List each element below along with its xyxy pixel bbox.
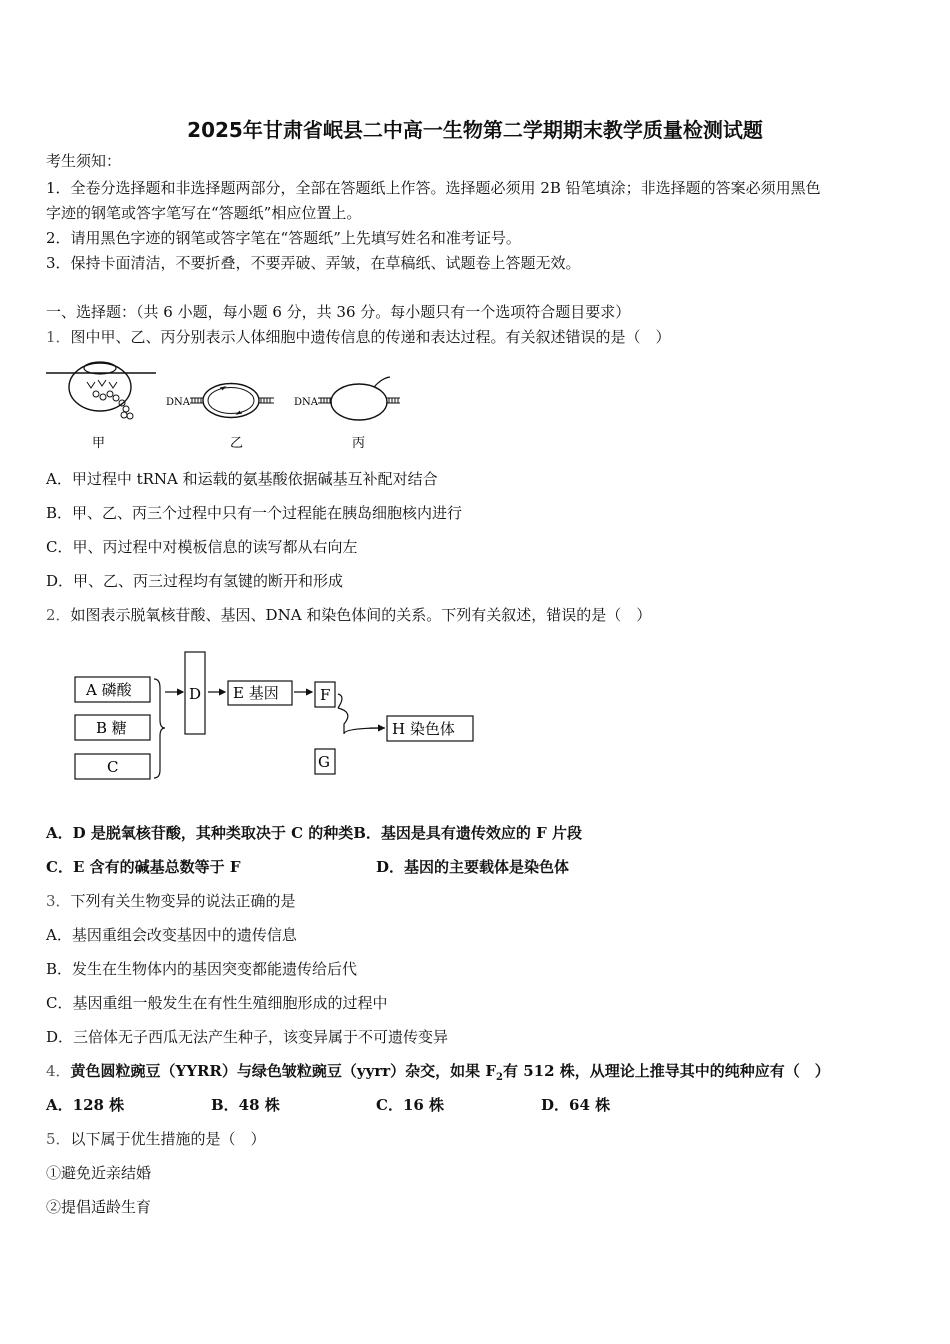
section-heading: 一、选择题：（共 6 小题，每小题 6 分，共 36 分。每小题只有一个选项符合题目要求） [46, 303, 631, 321]
q4-option-a: A．128 株 [46, 1096, 125, 1114]
dna-label: DNA [294, 397, 318, 408]
transcription-diagram [294, 377, 400, 420]
question-4 [46, 1061, 830, 1088]
notice-heading: 考生须知： [46, 152, 122, 170]
q5-item-2: ②提倡适龄生育 [46, 1198, 152, 1216]
question-stem-b: 有 512 株，从理论上推导其中的纯种应有（ ） [502, 1062, 830, 1080]
q3-option-c: C．基因重组一般发生在有性生殖细胞形成的过程中 [46, 994, 388, 1012]
question-number: 5． [46, 1130, 71, 1148]
translation-diagram [46, 362, 156, 419]
question-number: 2． [46, 606, 71, 624]
question-2 [46, 605, 651, 625]
question-1 [46, 327, 671, 347]
label-jia: 甲 [92, 436, 106, 451]
label-f: F [320, 686, 331, 704]
page-title: 2025年甘肃省岷县二中高一生物第二学期期末教学质量检测试题 [187, 118, 763, 142]
label-h: H 染色体 [392, 720, 455, 738]
question-stem-a: 黄色圆粒豌豆（YYRR）与绿色皱粒豌豆（yyrr）杂交，如果 F [70, 1062, 497, 1080]
label-b: B 糖 [96, 719, 127, 737]
question-stem: 如图表示脱氧核苷酸、基因、DNA 和染色体间的关系。下列有关叙述，错误的是（ ） [70, 606, 652, 624]
notice-line-1a: 1．全卷分选择题和非选择题两部分，全部在答题纸上作答。选择题必须用 2B 铅笔填涂；非选择题的答案必须用黑色 [46, 179, 821, 197]
q3-option-d: D．三倍体无子西瓜无法产生种子，该变异属于不可遗传变异 [46, 1028, 449, 1046]
q2-figure [70, 648, 490, 788]
q1-option-d: D．甲、乙、丙三过程均有氢键的断开和形成 [46, 572, 344, 590]
q4-option-d: D．64 株 [541, 1096, 611, 1114]
label-yi: 乙 [230, 436, 244, 451]
question-number: 1． [46, 328, 71, 346]
q1-figure [40, 356, 420, 456]
notice-line-2: 2．请用黑色字迹的钢笔或答字笔在“答题纸”上先填写姓名和准考证号。 [46, 229, 521, 247]
q1-option-b: B．甲、乙、丙三个过程中只有一个过程能在胰岛细胞核内进行 [46, 504, 463, 522]
label-a: A 磷酸 [86, 681, 132, 699]
question-number: 4． [46, 1062, 71, 1080]
q1-option-a: A．甲过程中 tRNA 和运载的氨基酸依据碱基互补配对结合 [46, 470, 438, 488]
q2-option-ab: A．D 是脱氧核苷酸，其种类取决于 C 的种类B．基因是具有遗传效应的 F 片段 [46, 824, 583, 842]
q1-option-c: C．甲、丙过程中对模板信息的读写都从右向左 [46, 538, 358, 556]
notice-line-1b: 字迹的钢笔或答字笔写在“答题纸”相应位置上。 [46, 204, 362, 222]
label-c: C [107, 758, 119, 776]
q3-option-a: A．基因重组会改变基因中的遗传信息 [46, 926, 297, 944]
label-g: G [318, 753, 330, 771]
label-bing: 丙 [352, 436, 366, 451]
question-stem: 下列有关生物变异的说法正确的是 [70, 892, 296, 910]
dna-label: DNA [166, 397, 190, 408]
notice-line-3: 3．保持卡面清洁，不要折叠，不要弄破、弄皱，在草稿纸、试题卷上答题无效。 [46, 254, 581, 272]
q3-option-b: B．发生在生物体内的基因突变都能遗传给后代 [46, 960, 358, 978]
question-stem: 图中甲、乙、丙分别表示人体细胞中遗传信息的传递和表达过程。有关叙述错误的是（ ） [70, 328, 671, 346]
question-5 [46, 1129, 266, 1149]
q5-item-1: ①避免近亲结婚 [46, 1164, 152, 1182]
q2-option-d: D．基因的主要载体是染色体 [376, 858, 570, 876]
question-number: 3． [46, 892, 71, 910]
label-d: D [189, 685, 202, 703]
label-e: E 基因 [233, 684, 279, 702]
question-stem: 以下属于优生措施的是（ ） [70, 1130, 266, 1148]
q2-option-c: C．E 含有的碱基总数等于 F [46, 858, 241, 876]
replication-diagram [166, 384, 274, 418]
question-3 [46, 891, 296, 911]
brace [154, 679, 165, 778]
q4-option-c: C．16 株 [376, 1096, 445, 1114]
subscript: 2 [496, 1072, 503, 1083]
q4-option-b: B．48 株 [211, 1096, 280, 1114]
